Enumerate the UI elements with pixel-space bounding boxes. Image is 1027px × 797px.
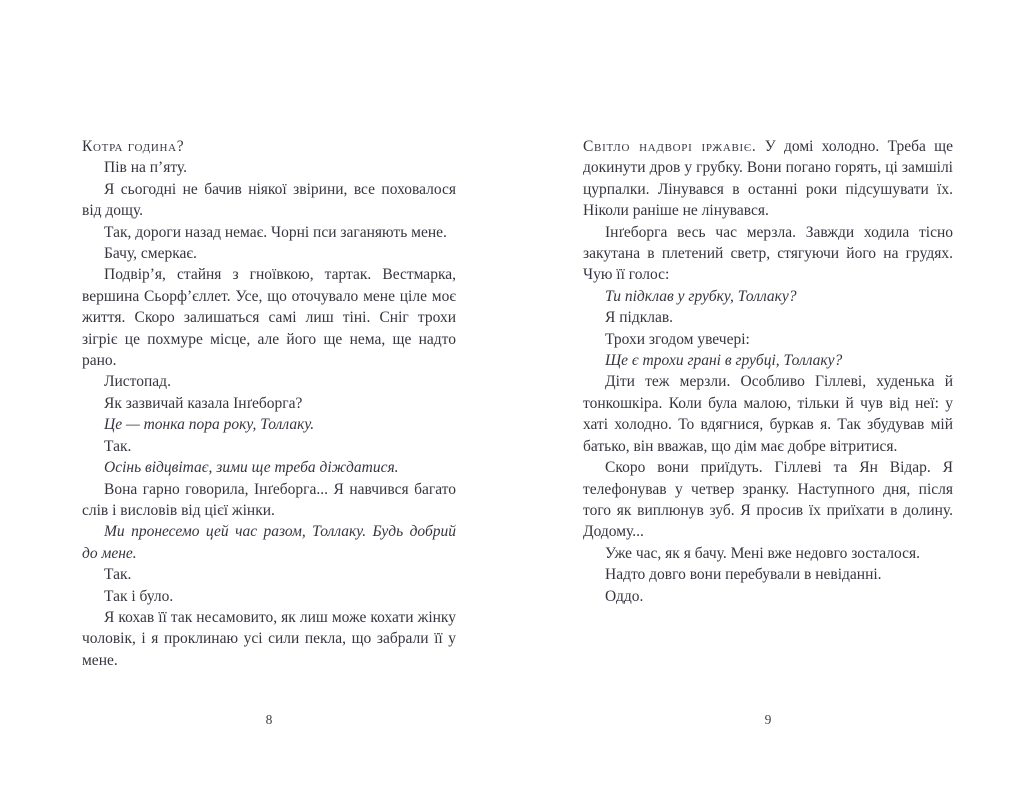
- paragraph: Надто довго вони перебували в невіданні.: [605, 566, 882, 584]
- left-page-text-block: [82, 136, 456, 671]
- paragraph: Скоро вони приїдуть. Гіллеві та Ян Відар. Я телефонував у четвер зранку. Наступного дня, після того як виплюнув зуб. Я просив їх приїхати в долину. Додому...: [583, 459, 953, 541]
- paragraph: Діти теж мерзли. Особливо Гіллеві, худенька й тонкошкіра. Коли була малою, тільки й чув від неї: у хаті холодно. То вдягнися, буркав я. Так збудував мій батько, він вважав, що дім має добре вітритися.: [583, 373, 953, 455]
- paragraph-dialogue: Ти підклав у грубку, Толлаку?: [605, 287, 797, 305]
- chapter-lead-paragraph: [82, 136, 456, 157]
- paragraph-dialogue: Ще є трохи грані в грубці, Толлаку?: [605, 352, 843, 370]
- paragraph-dialogue: Осінь відцвітає, зими ще треба діждатися.: [104, 459, 399, 477]
- paragraph-dialogue: Це — тонка пора року, Толлаку.: [104, 416, 315, 434]
- paragraph: Вона гарно говорила, Інґеборга... Я навчився багато слів і висловів від цієї жінки.: [82, 480, 456, 519]
- paragraph: Як зазвичай казала Інґеборга?: [104, 394, 303, 412]
- page-number-left: 8: [265, 712, 273, 727]
- paragraph-dialogue: Ми пронесемо цей час разом, Толлаку. Будь добрий до мене.: [82, 523, 456, 562]
- paragraph: Так і було.: [104, 587, 174, 605]
- paragraph: Уже час, як я бачу. Мені вже недовго зосталося.: [605, 544, 920, 562]
- paragraph: Я підклав.: [605, 309, 674, 327]
- lead-small-caps: Котра година?: [82, 138, 185, 155]
- paragraph: Я сьогодні не бачив ніякої звірини, все поховалося від дощу.: [82, 180, 456, 220]
- paragraph: Так.: [104, 566, 132, 584]
- paragraph: Так, дороги назад немає. Чорні пси заганяють мене.: [104, 223, 447, 241]
- paragraph: Так.: [104, 437, 132, 455]
- paragraph: Бачу, смеркає.: [104, 245, 197, 263]
- lead-small-caps: Світло надворі іржавіє.: [583, 138, 757, 155]
- paragraph: Подвір’я, стайня з гноївкою, тартак. Вестмарка, вершина Сьорф’єллет. Усе, що оточувало мене ціле моє життя. Скоро залишаться самі лиш тіні. Сніг трохи зігріє це похмуре місце, але його ще нема, ще надто рано.: [82, 266, 456, 370]
- paragraph: Оддо.: [605, 587, 644, 605]
- page-number-right: 9: [764, 712, 772, 727]
- right-page-text-block: [583, 136, 953, 607]
- paragraph: Інґеборга весь час мерзла. Завжди ходила тісно закутана в плетений светр, стягуючи його на грудях. Чую її голос:: [583, 223, 953, 284]
- chapter-lead-paragraph: [583, 136, 953, 222]
- paragraph: Листопад.: [104, 373, 171, 391]
- paragraph: Пів на п’яту.: [104, 159, 187, 177]
- paragraph: Трохи згодом увечері:: [605, 330, 750, 348]
- paragraph: Я кохав її так несамовито, як лиш може кохати жінку чоловік, і я проклинаю усі сили пекла, що забрали її у мене.: [82, 608, 456, 669]
- lead-paragraph-text: У домі холодно. Треба ще докинути дров у грубку. Вони погано горять, ці замшілі цурпалки. Лінувався в останні роки підсушувати їх. Ніколи раніше не лінувався.: [583, 138, 953, 220]
